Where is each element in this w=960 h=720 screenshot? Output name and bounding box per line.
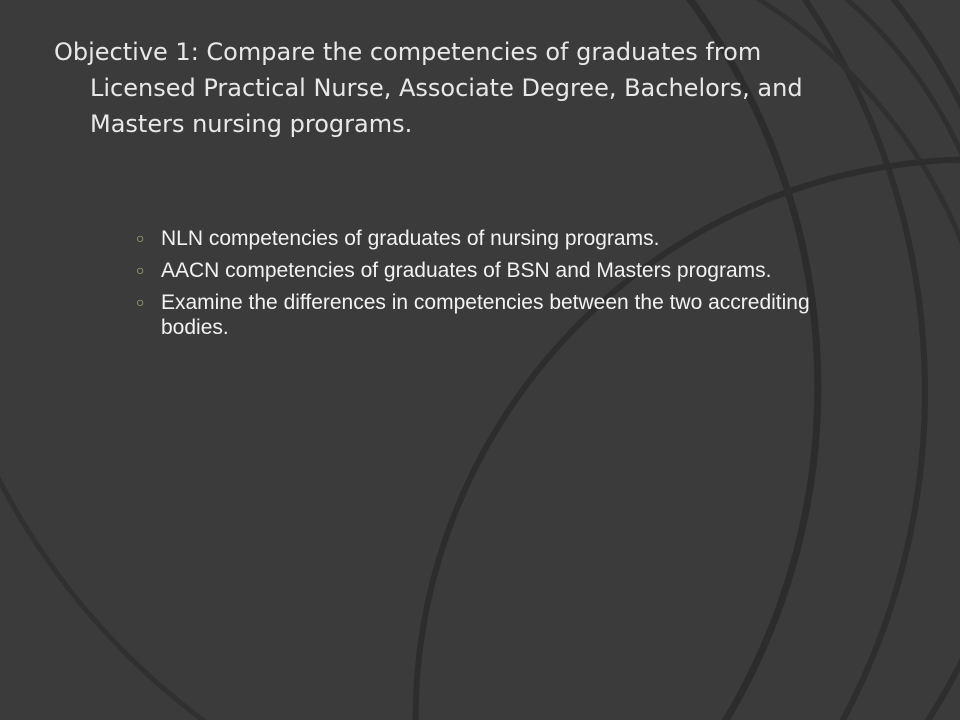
bullet-list	[136, 226, 836, 347]
bullet-item	[136, 290, 836, 340]
slide-title: Objective 1: Compare the competencies of graduates from Licensed Practical Nurse, Associate Degree, Bachelors, and Masters nursing programs.	[54, 38, 803, 138]
hollow-circle-icon: ○	[136, 262, 145, 278]
hollow-circle-icon: ○	[136, 294, 145, 310]
bullet-text: AACN competencies of graduates of BSN and Masters programs.	[161, 259, 772, 282]
hollow-circle-icon: ○	[136, 230, 145, 246]
bullet-item	[136, 226, 836, 251]
bullet-item	[136, 258, 836, 283]
bullet-text: NLN competencies of graduates of nursing programs.	[161, 227, 660, 250]
bullet-text: Examine the differences in competencies between the two accrediting bodies.	[161, 291, 810, 339]
